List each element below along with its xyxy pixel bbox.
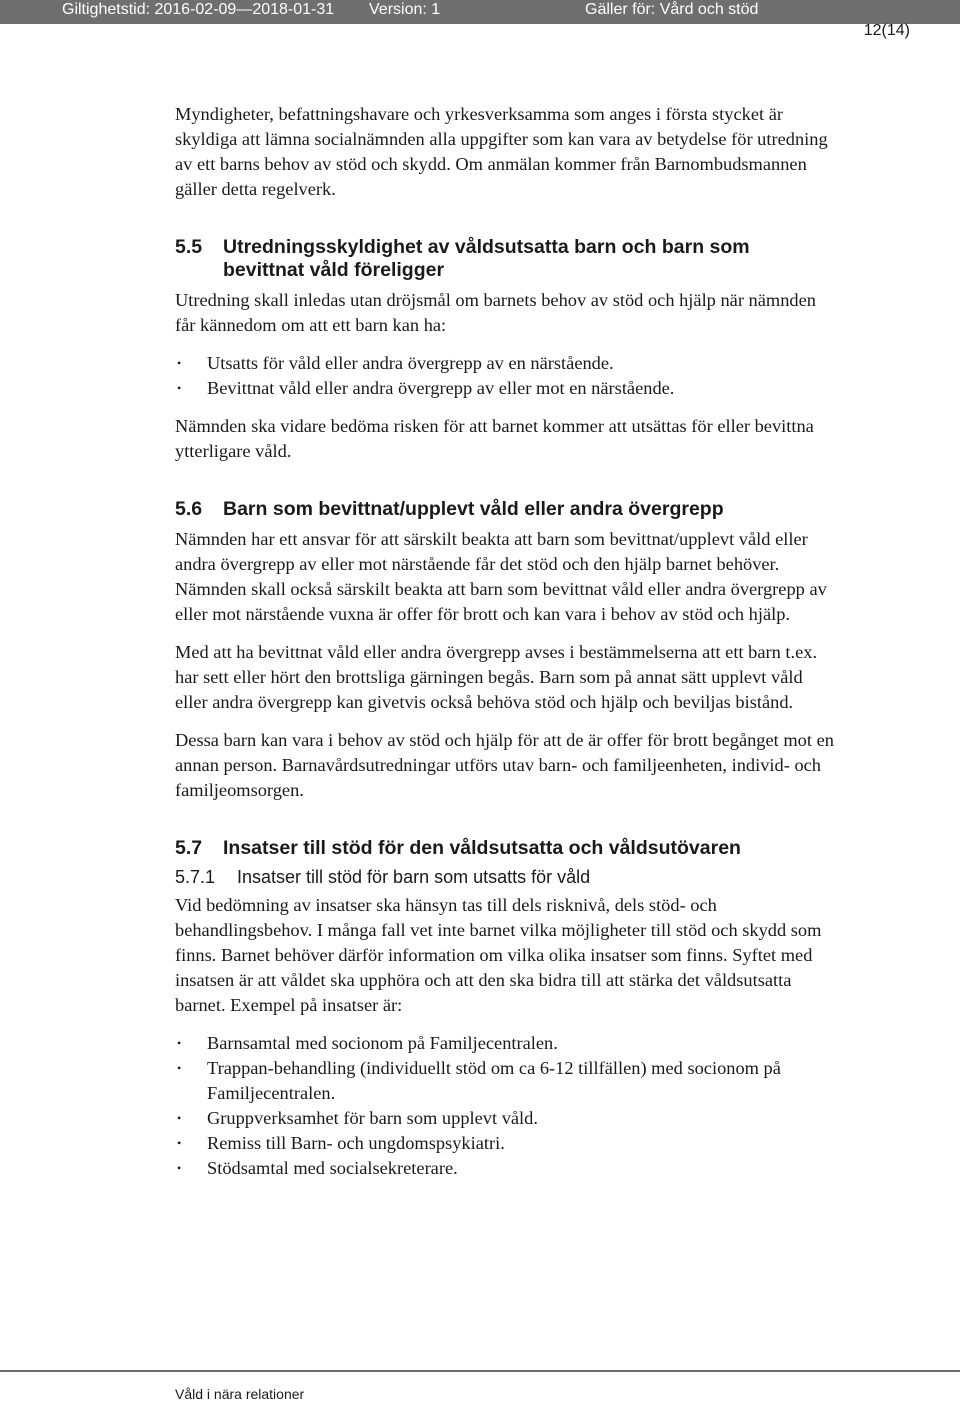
- subsection-title: Insatser till stöd för barn som utsatts för våld: [237, 867, 591, 887]
- page-number: 12(14): [863, 22, 910, 39]
- section-title: Insatser till stöd för den våldsutsatta och våldsutövaren: [223, 837, 741, 859]
- document-header-bar: [0, 0, 960, 24]
- version-label: Version: 1: [369, 1, 441, 18]
- bullet-icon: •: [177, 1136, 182, 1150]
- intro-paragraph: Myndigheter, befattningshavare och yrkesverksamma som anges i första stycket är skyldiga att lämna socialnämnden alla uppgifter som kan vara av betydelse för utredning av ett barns behov av stöd och skydd. Om anmälan kommer från Barnombudsmannen gäller detta regelverk.: [175, 104, 828, 199]
- section-number: 5.5: [175, 236, 203, 258]
- section-title: Barn som bevittnat/upplevt våld eller andra övergrepp: [223, 498, 724, 520]
- list-item: • Utsatts för våld eller andra övergrepp av en närstående.: [175, 351, 835, 376]
- subsection-number: 5.7.1: [175, 867, 216, 887]
- document-footer: [0, 1370, 960, 1402]
- section-5-5-bullet-list: [175, 351, 835, 401]
- list-item: • Barnsamtal med socionom på Familjecentralen.: [175, 1031, 835, 1056]
- bullet-icon: •: [177, 1161, 182, 1175]
- section-5-6-paragraph-2: Med att ha bevittnat våld eller andra övergrepp avses i bestämmelserna att ett barn t.ex. har sett eller hört den brottsliga gärningen begås. Barn som på annat sätt upplevt våld eller andra övergrepp kan givetvis också behöva stöd och hjälp och beviljas bistånd.: [175, 642, 818, 712]
- document-body: [175, 102, 835, 1181]
- section-5-6-paragraph-3: Dessa barn kan vara i behov av stöd och hjälp för att de är offer för brott begånget mot en annan person. Barnavårdsutredningar utförs utav barn- och familjeenheten, individ- och familjeomsorgen.: [175, 730, 834, 800]
- bullet-icon: •: [177, 1111, 182, 1125]
- bullet-icon: •: [177, 356, 182, 370]
- list-item: • Stödsamtal med socialsekreterare.: [175, 1156, 835, 1181]
- validity-period: Giltighetstid: 2016-02-09—2018-01-31: [62, 1, 335, 18]
- bullet-icon: •: [177, 1061, 182, 1075]
- section-number: 5.6: [175, 498, 203, 520]
- section-5-5-paragraph-1: Utredning skall inledas utan dröjsmål om barnets behov av stöd och hjälp när nämnden får kännedom om att ett barn kan ha:: [175, 290, 816, 335]
- section-5-7-1-heading: [175, 866, 835, 889]
- section-5-5-paragraph-2: Nämnden ska vidare bedöma risken för att barnet kommer att utsättas för eller bevittna ytterligare våld.: [175, 416, 814, 461]
- list-item: • Remiss till Barn- och ungdomspsykiatri.: [175, 1131, 835, 1156]
- footer-title: Våld i nära relationer: [175, 1386, 305, 1402]
- list-item: • Gruppverksamhet för barn som upplevt våld.: [175, 1106, 835, 1131]
- section-number: 5.7: [175, 837, 203, 859]
- list-item: • Trappan-behandling (individuellt stöd om ca 6-12 tillfällen) med socionom på Familjecentralen.: [177, 1058, 781, 1103]
- section-title: Utredningsskyldighet av våldsutsatta barn och barn som bevittnat våld föreligger: [223, 236, 750, 281]
- bullet-icon: •: [177, 1036, 182, 1050]
- section-5-7-1-paragraph: Vid bedömning av insatser ska hänsyn tas till dels risknivå, dels stöd- och behandlingsbehov. I många fall vet inte barnet vilka möjligheter till stöd och skydd som finns. Barnet behöver därför information om vilka olika insatser som finns. Syftet med insatsen är att våldet ska upphöra och att den ska bidra till att stärka det våldsutsatta barnet. Exempel på insatser är:: [175, 895, 822, 1015]
- insatser-bullet-list: [175, 1031, 835, 1181]
- bullet-icon: •: [177, 381, 182, 395]
- applies-to-label: Gäller för: Vård och stöd: [585, 1, 759, 18]
- section-5-5-heading: [175, 236, 835, 282]
- section-5-6-paragraph-1: Nämnden har ett ansvar för att särskilt beakta att barn som bevittnat/upplevt våld eller andra övergrepp av eller mot närstående får det stöd och den hjälp barnet behöver. Nämnden skall också särskilt beakta att barn som bevittnat våld eller andra övergrepp av eller mot närstående vuxna är offer för brott och kan vara i behov av stöd och hjälp.: [175, 529, 827, 624]
- list-item: • Bevittnat våld eller andra övergrepp av eller mot en närstående.: [175, 376, 835, 401]
- section-5-7-heading: [175, 837, 835, 860]
- section-5-6-heading: [175, 498, 835, 521]
